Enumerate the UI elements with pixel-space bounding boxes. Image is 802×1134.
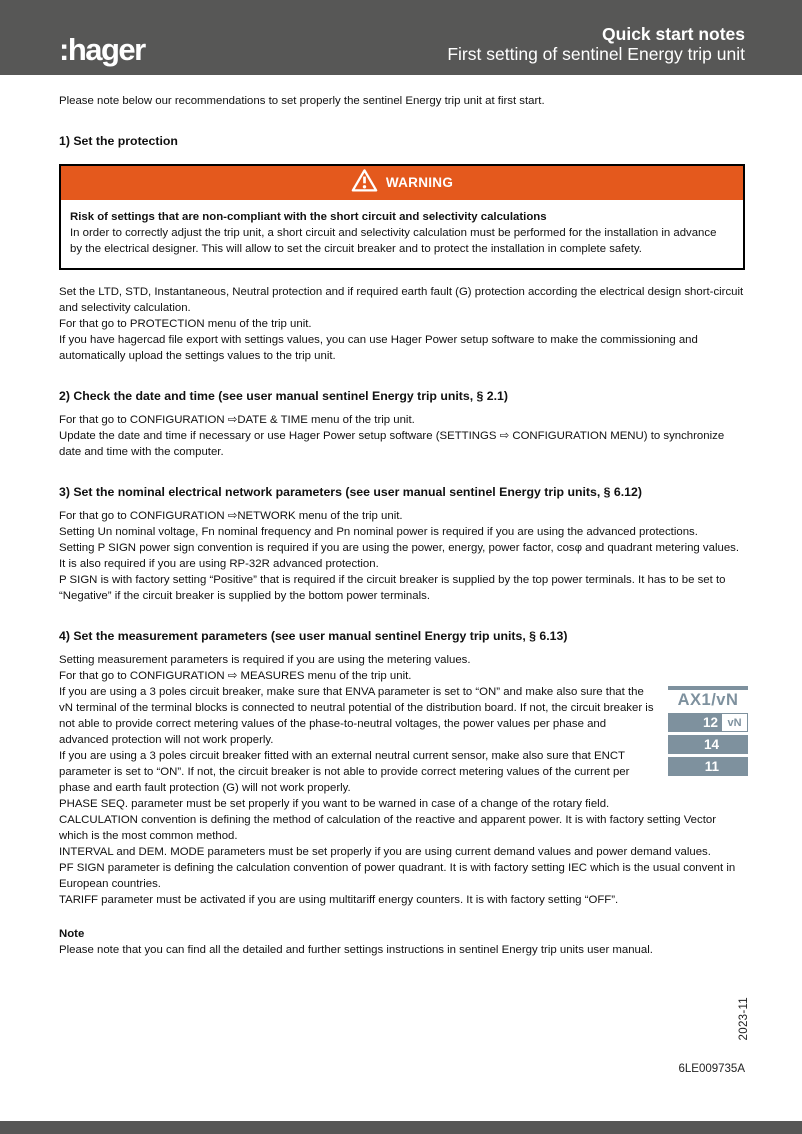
header-titles [447, 24, 745, 65]
paragraph: For that go to CONFIGURATION ⇨NETWORK menu of the trip unit. [59, 510, 403, 522]
terminal-row [668, 757, 748, 776]
section-1-heading: 1) Set the protection [59, 134, 178, 148]
paragraph: Set the LTD, STD, Instantaneous, Neutral protection and if required earth fault (G) protection according the electrical design short-circuit and selectivity calculation. [59, 286, 744, 314]
doc-title: Quick start notes [602, 23, 745, 44]
doc-subtitle: First setting of sentinel Energy trip unit [447, 44, 745, 65]
terminal-row [668, 713, 748, 732]
warning-triangle-icon [351, 168, 378, 198]
warning-band [61, 166, 743, 200]
doc-reference: 6LE009735A [678, 1063, 745, 1075]
section-2-heading: 2) Check the date and time (see user manual sentinel Energy trip units, § 2.1) [59, 389, 508, 403]
section-4-body [59, 652, 745, 908]
paragraph: If you are using a 3 poles circuit breaker fitted with an external neutral current sensor, make also sure that ENCT parameter is set to “ON”. If not, the circuit breaker is not able to provide correct metering values of the current per phase and earth fault protection (G) will not work properly. [59, 750, 630, 794]
page-header [0, 0, 802, 75]
warning-label: WARNING [385, 175, 454, 190]
note-paragraph: Please note that you can find all the detailed and further settings instructions in sentinel Energy trip units user manual. [59, 944, 653, 956]
paragraph: TARIFF parameter must be activated if you are using multitariff energy counters. It is with factory setting “OFF”. [59, 894, 619, 906]
warning-box [59, 164, 745, 270]
section-4-heading: 4) Set the measurement parameters (see user manual sentinel Energy trip units, § 6.13) [59, 629, 568, 643]
intro-paragraph: Please note below our recommendations to set properly the sentinel Energy trip unit at first start. [59, 95, 545, 107]
paragraph: CALCULATION convention is defining the method of calculation of the reactive and apparent power. It is with factory setting Vector which is the most common method. [59, 814, 717, 842]
terminal-vn-tag: vN [722, 714, 747, 731]
paragraph: If you have hagercad file export with settings values, you can use Hager Power setup software to make the commissioning and automatically upload the settings values to the trip unit. [59, 334, 698, 362]
page-content [0, 93, 802, 958]
paragraph: P SIGN is with factory setting “Positive” that is required if the circuit breaker is supplied by the top power terminals. It has to be set to “Negative” if the circuit breaker is supplied by the bottom power terminals. [59, 574, 726, 602]
paragraph: PHASE SEQ. parameter must be set properly if you want to be warned in case of a change of the rotary field. [59, 798, 610, 810]
paragraph: For that go to PROTECTION menu of the trip unit. [59, 318, 312, 330]
section-3-heading: 3) Set the nominal electrical network parameters (see user manual sentinel Energy trip units, § 6.12) [59, 485, 642, 499]
warning-body [61, 200, 743, 268]
section-3-body [59, 508, 745, 604]
hager-logo: :hager [59, 32, 145, 67]
paragraph: For that go to CONFIGURATION ⇨DATE & TIME menu of the trip unit. [59, 414, 415, 426]
paragraph: PF SIGN parameter is defining the calculation convention of power quadrant. It is with factory setting IEC which is the usual convent in European countries. [59, 862, 736, 890]
terminal-number: 14 [703, 736, 719, 752]
terminal-block-figure [668, 686, 748, 776]
paragraph: Update the date and time if necessary or use Hager Power setup software (SETTINGS ⇨ CONFIGURATION MENU) to synchronize date and time with the computer. [59, 430, 725, 458]
date-code: 2023-11 [738, 997, 750, 1041]
terminal-number: 12 [702, 714, 718, 730]
warning-title: Risk of settings that are non-compliant with the short circuit and selectivity calculations [70, 211, 547, 223]
paragraph: For that go to CONFIGURATION ⇨ MEASURES menu of the trip unit. [59, 670, 412, 682]
warning-text: In order to correctly adjust the trip unit, a short circuit and selectivity calculation must be performed for the installation in advance by the electrical designer. This will allow to set the circuit breaker and to protect the installation in complete safety. [70, 227, 717, 255]
footer-bar [0, 1121, 802, 1134]
paragraph: Setting Un nominal voltage, Fn nominal frequency and Pn nominal power is required if you are using the advanced protections. [59, 526, 698, 538]
note-heading: Note [59, 928, 85, 940]
paragraph: Setting P SIGN power sign convention is required if you are using the power, energy, power factor, cosφ and quadrant metering values. It is also required if you are using RP-32R advanced protection. [59, 542, 740, 570]
terminal-number: 11 [704, 758, 719, 774]
paragraph: Setting measurement parameters is required if you are using the metering values. [59, 654, 471, 666]
paragraph: If you are using a 3 poles circuit breaker, make sure that ENVA parameter is set to “ON” and make also sure that the vN terminal of the terminal blocks is connected to neutral potential of the distribution board. If not, the circuit breaker is not able to provide correct metering values of the phase-to-neutral voltages, the power values per phase and advanced protection will not work properly. [59, 686, 654, 746]
terminal-row [668, 735, 748, 754]
paragraph: INTERVAL and DEM. MODE parameters must be set properly if you are using current demand values and power demand values. [59, 846, 711, 858]
section-1-body [59, 284, 745, 364]
section-2-body [59, 412, 745, 460]
wrap-zone [59, 684, 745, 796]
terminal-label: AX1/vN [677, 691, 739, 709]
